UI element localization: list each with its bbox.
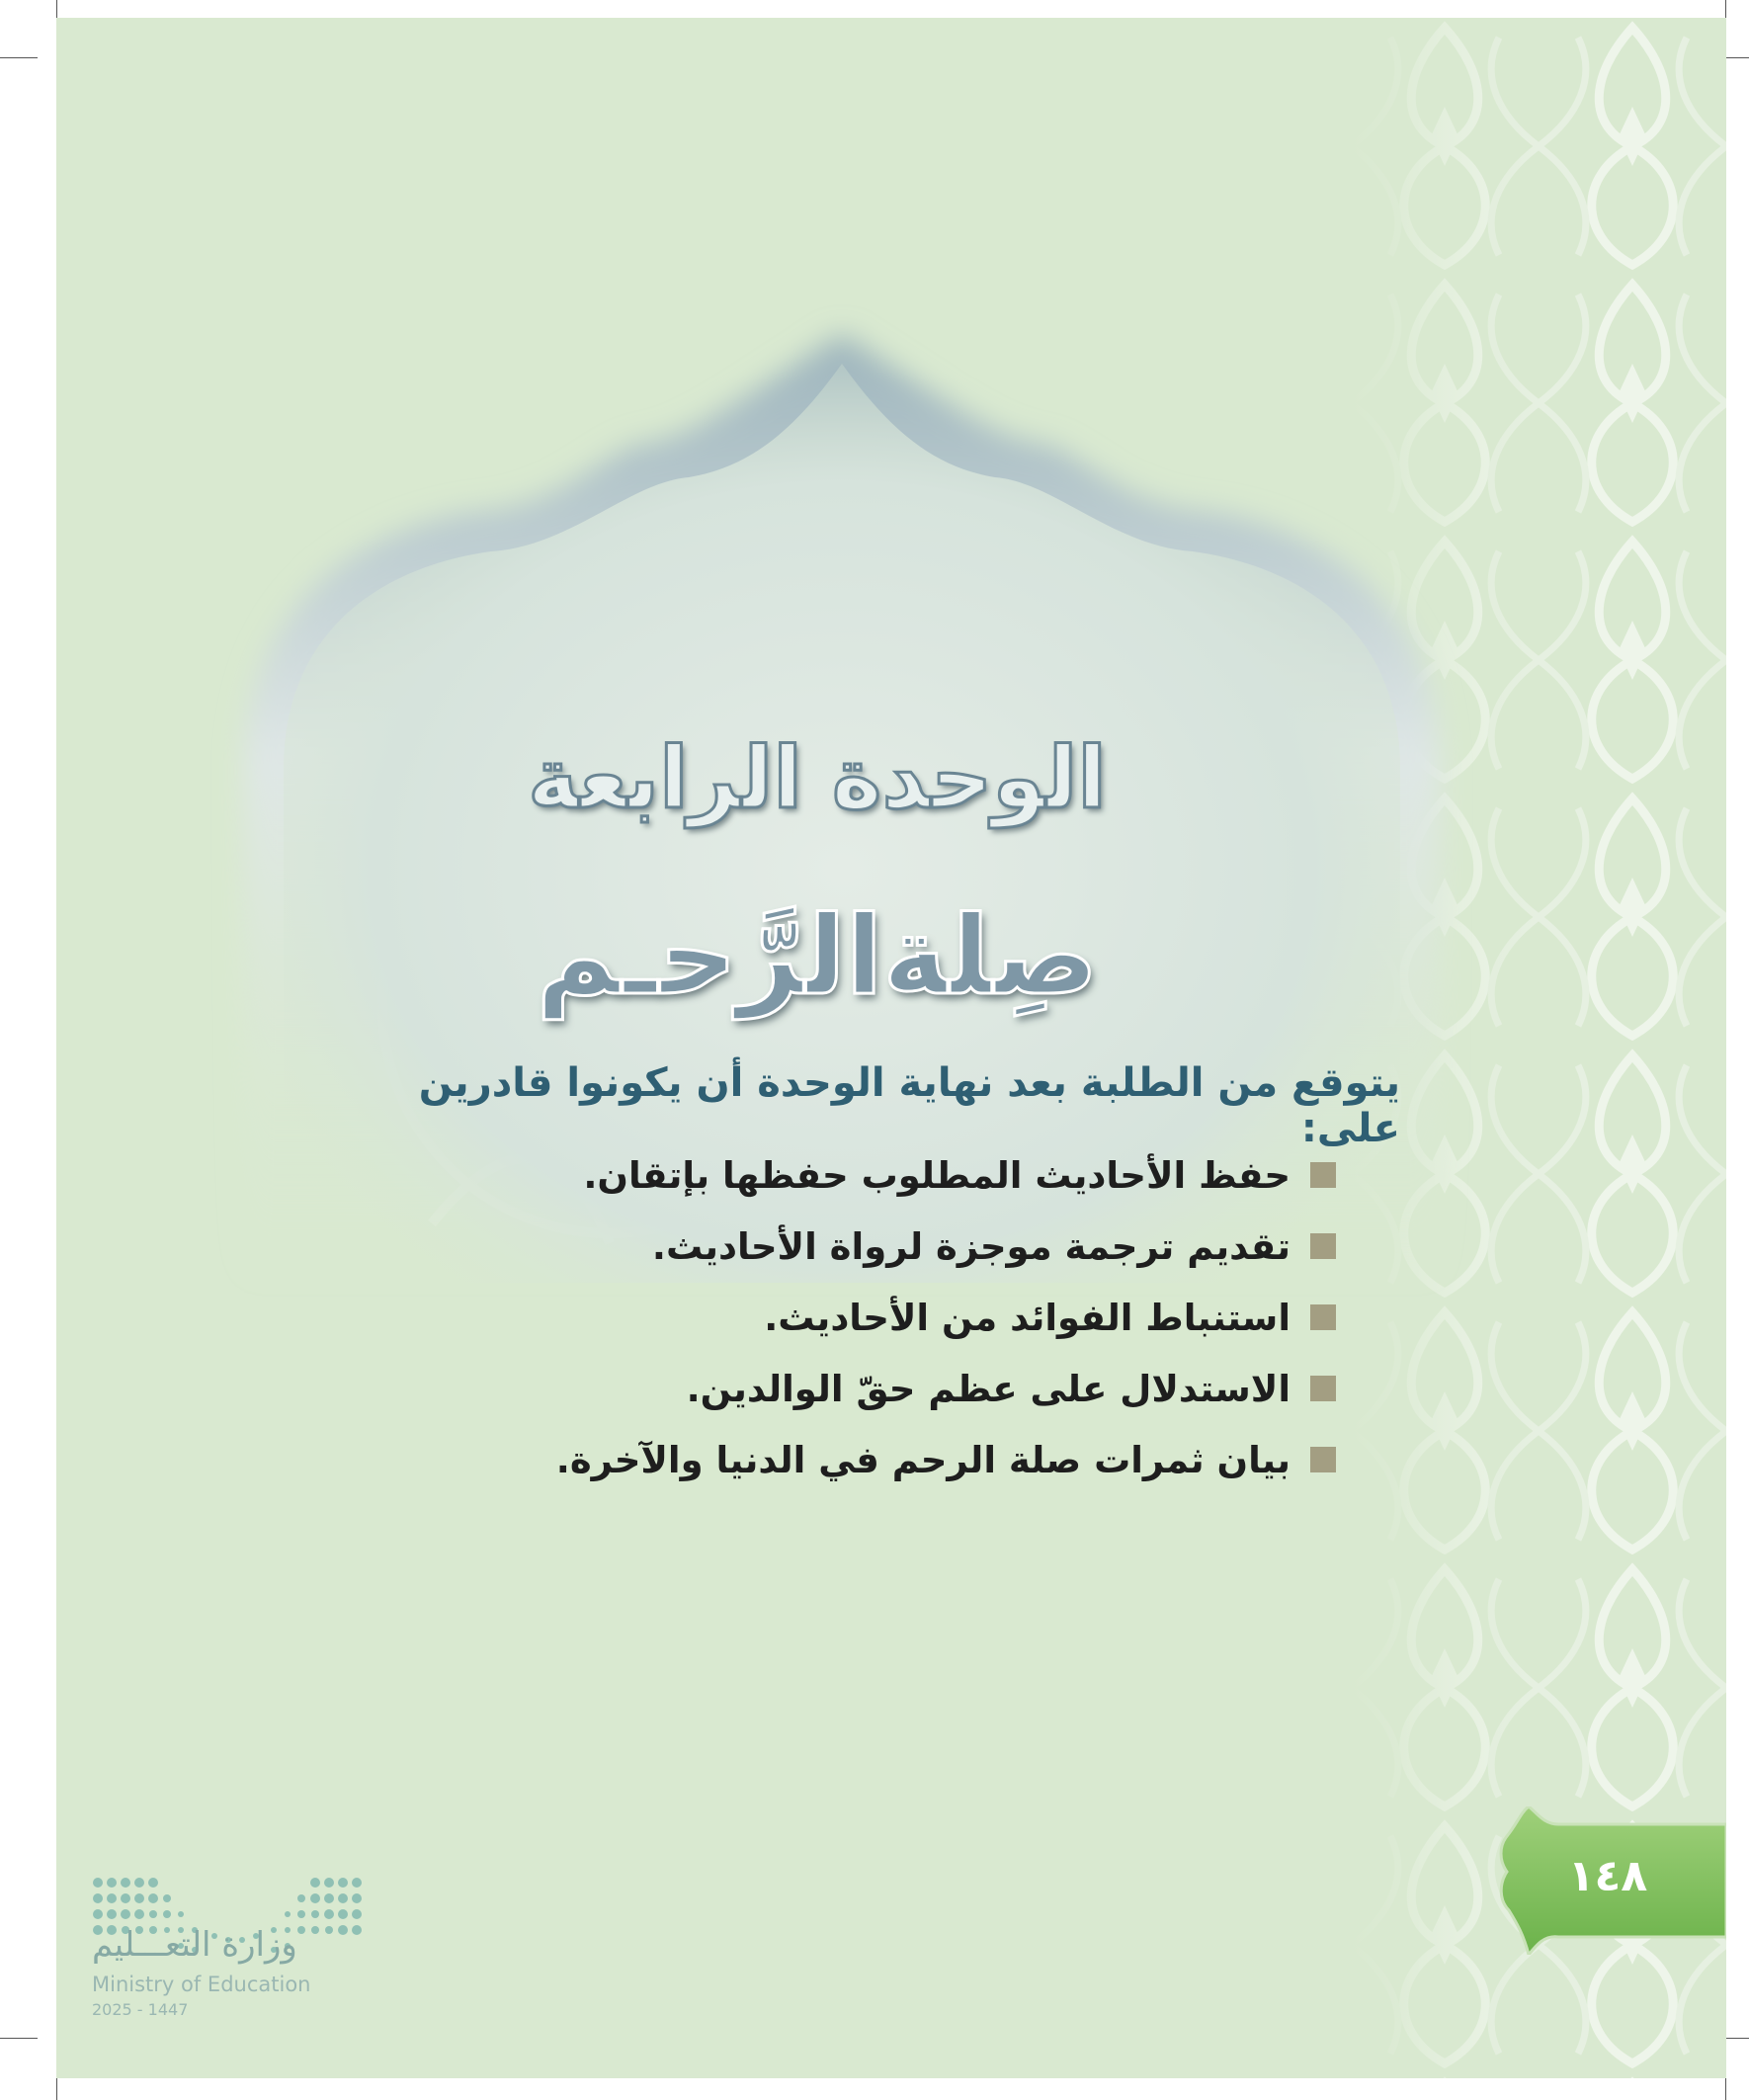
list-item: [447, 1211, 1336, 1282]
objective-text: تقديم ترجمة موجزة لرواة الأحاديث.: [651, 1224, 1291, 1268]
objective-text: استنباط الفوائد من الأحاديث.: [764, 1296, 1291, 1339]
square-bullet-icon: [1310, 1376, 1336, 1401]
list-item: [447, 1282, 1336, 1353]
unit-title: الوحدة الرابعة: [528, 729, 1107, 828]
crop-mark: [0, 2038, 38, 2039]
square-bullet-icon: [1310, 1162, 1336, 1188]
objective-text: الاستدلال على عظم حقّ الوالدين.: [686, 1367, 1291, 1410]
page-number: ١٤٨: [1567, 1851, 1648, 1901]
ministry-name-english: Ministry of Education: [92, 1973, 311, 1996]
textbook-page: [56, 18, 1726, 2078]
lesson-title: صِلةالرَّحـم: [536, 892, 1099, 1019]
objective-text: بيان ثمرات صلة الرحم في الدنيا والآخرة.: [555, 1438, 1291, 1481]
list-item: [447, 1139, 1336, 1211]
square-bullet-icon: [1310, 1304, 1336, 1330]
edition-year: 2025 - 1447: [92, 2000, 189, 2019]
objectives-intro: يتوقع من الطلبة بعد نهاية الوحدة أن يكونوا قادرين على:: [418, 1060, 1400, 1151]
objectives-list: [447, 1139, 1336, 1495]
objective-text: حفظ الأحاديث المطلوب حفظها بإتقان.: [583, 1153, 1291, 1197]
list-item: [447, 1353, 1336, 1424]
unit-title-block: [56, 18, 1726, 2078]
list-item: [447, 1424, 1336, 1495]
square-bullet-icon: [1310, 1447, 1336, 1472]
crop-mark: [0, 57, 38, 58]
square-bullet-icon: [1310, 1233, 1336, 1259]
ministry-name-arabic: وزارة التعـــليم: [92, 1925, 297, 1965]
